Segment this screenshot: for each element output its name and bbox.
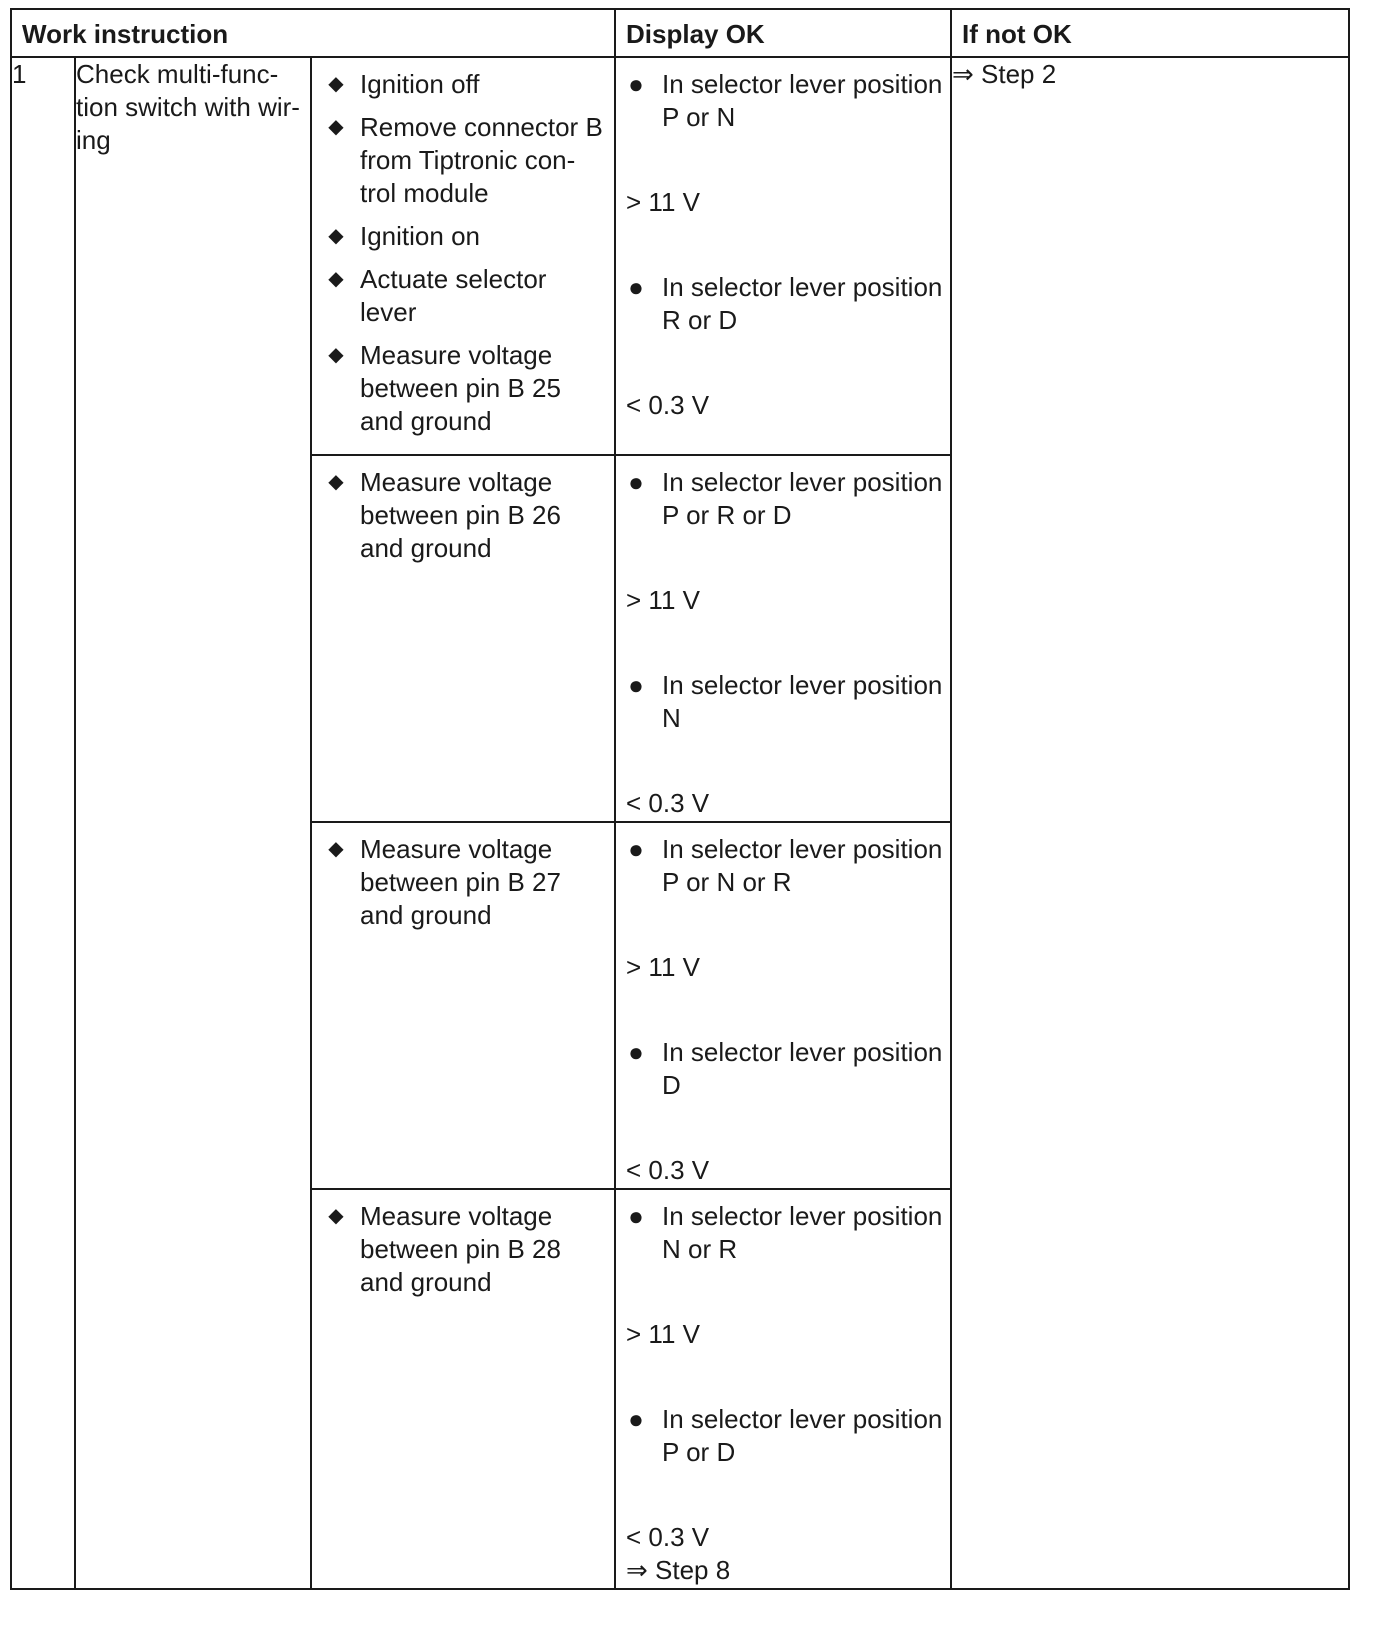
diamond-bullet-icon: ◆	[328, 73, 344, 95]
display-ok-cell	[615, 57, 951, 455]
header-if-not-ok: If not OK	[951, 9, 1349, 57]
list-item: ◆ Actuate selector lever	[324, 263, 606, 329]
voltage-value: < 0.3 V	[626, 788, 710, 818]
diamond-bullet-icon: ◆	[328, 225, 344, 247]
instruction-list	[312, 1190, 614, 1315]
header-work-instruction: Work instruction	[11, 9, 615, 57]
condition: ● In selector lever position P or N	[616, 68, 950, 134]
list-item: ◆ Ignition off	[324, 68, 606, 101]
condition: ● In selector lever position N or R	[616, 1200, 950, 1266]
diamond-bullet-icon: ◆	[328, 1205, 344, 1227]
instruction-cell	[311, 822, 615, 1189]
voltage-value: < 0.3 V	[626, 1155, 710, 1185]
instruction-list	[312, 456, 614, 581]
instruction-list	[312, 823, 614, 948]
condition: ● In selector lever position N	[616, 669, 950, 735]
dot-bullet-icon: ●	[628, 69, 644, 99]
step-check-text: Check multi-func- tion switch with wir- ing	[76, 59, 300, 155]
instruction-list	[312, 58, 614, 454]
work-instruction-table	[10, 8, 1350, 1590]
list-item: ◆ Measure voltage between pin B 27 and ground	[324, 833, 606, 932]
step-check-description	[75, 57, 311, 1589]
next-step-reference: ⇒ Step 8	[626, 1555, 731, 1585]
voltage-value: > 11 V	[626, 187, 700, 217]
list-item: ◆ Remove connector B from Tiptronic con- trol module	[324, 111, 606, 210]
condition: ● In selector lever position P or D	[616, 1403, 950, 1469]
condition: ● In selector lever position P or R or D	[616, 466, 950, 532]
dot-bullet-icon: ●	[628, 670, 644, 700]
condition: ● In selector lever position D	[616, 1036, 950, 1102]
dot-bullet-icon: ●	[628, 467, 644, 497]
diamond-bullet-icon: ◆	[328, 344, 344, 366]
dot-bullet-icon: ●	[628, 1404, 644, 1434]
diamond-bullet-icon: ◆	[328, 116, 344, 138]
if-not-ok-cell: ⇒ Step 2	[951, 57, 1349, 1589]
display-ok-cell	[615, 1189, 951, 1589]
dot-bullet-icon: ●	[628, 1037, 644, 1067]
dot-bullet-icon: ●	[628, 272, 644, 302]
instruction-cell	[311, 455, 615, 822]
header-row	[11, 9, 1349, 57]
table-row	[11, 57, 1349, 455]
condition: ● In selector lever position R or D	[616, 271, 950, 337]
list-item: ◆ Measure voltage between pin B 25 and ground	[324, 339, 606, 438]
voltage-value: < 0.3 V	[626, 1522, 710, 1552]
instruction-cell	[311, 1189, 615, 1589]
diamond-bullet-icon: ◆	[328, 471, 344, 493]
diamond-bullet-icon: ◆	[328, 838, 344, 860]
header-display-ok: Display OK	[615, 9, 951, 57]
voltage-value: < 0.3 V	[626, 390, 710, 420]
condition: ● In selector lever position P or N or R	[616, 833, 950, 899]
voltage-value: > 11 V	[626, 1319, 700, 1349]
display-ok-cell	[615, 455, 951, 822]
dot-bullet-icon: ●	[628, 1201, 644, 1231]
step-number: 1	[11, 57, 75, 1589]
voltage-value: > 11 V	[626, 585, 700, 615]
display-ok-cell	[615, 822, 951, 1189]
voltage-value: > 11 V	[626, 952, 700, 982]
list-item: ◆ Measure voltage between pin B 28 and ground	[324, 1200, 606, 1299]
list-item: ◆ Measure voltage between pin B 26 and ground	[324, 466, 606, 565]
list-item: ◆ Ignition on	[324, 220, 606, 253]
diamond-bullet-icon: ◆	[328, 268, 344, 290]
instruction-cell	[311, 57, 615, 455]
dot-bullet-icon: ●	[628, 834, 644, 864]
